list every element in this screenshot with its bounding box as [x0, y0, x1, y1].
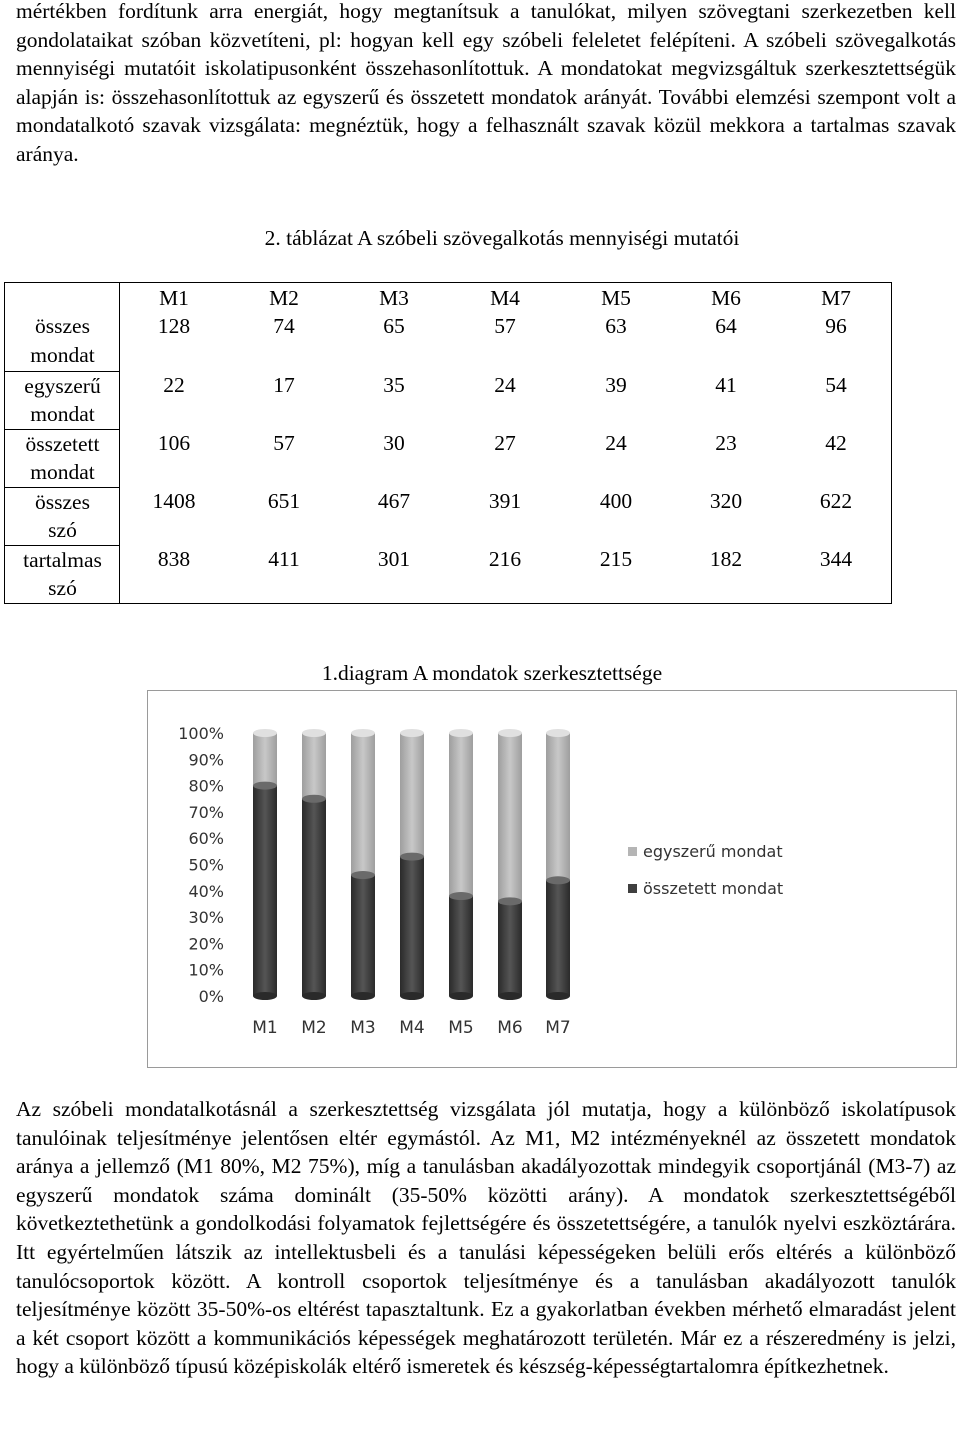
y-tick-label: 100% [178, 724, 224, 743]
x-tick-label: M6 [497, 1018, 523, 1038]
table-cell: 64 [715, 314, 737, 338]
bar-segment-top [400, 853, 424, 861]
stacked-bar-chart [148, 691, 956, 1067]
table-cell: 35 [383, 373, 405, 397]
bar-base [253, 992, 277, 1000]
bar-base [449, 992, 473, 1000]
y-tick-label: 0% [198, 987, 224, 1006]
table-cell: 838 [157, 547, 191, 571]
bar-osszetett-mondat [449, 896, 473, 996]
bar-osszetett-mondat [351, 875, 375, 996]
y-tick-label: 80% [188, 776, 224, 796]
table-cell: 54 [825, 373, 847, 397]
bar-base [351, 992, 375, 1000]
table-cell: 216 [488, 547, 522, 571]
table-cell: 41 [715, 373, 737, 397]
bar-osszetett-mondat [400, 857, 424, 996]
bar-base [498, 992, 522, 1000]
chart-frame [147, 690, 957, 1068]
table-cell: 24 [494, 373, 516, 397]
y-tick-label: 40% [188, 881, 224, 901]
y-tick-label: 70% [188, 802, 224, 822]
table-cell: 30 [383, 431, 405, 455]
row-label: szó [48, 576, 77, 600]
table-cell: 65 [383, 314, 405, 338]
table-cell: 344 [819, 547, 853, 571]
row-label-column [5, 283, 120, 603]
x-tick-label: M4 [399, 1018, 425, 1038]
legend-label: összetett mondat [643, 879, 784, 898]
intro-paragraph: mértékben fordítunk arra energiát, hogy megtanítsuk a tanulókat, milyen szövegtani szerkezetben kell gondolataikat szóban közvetíteni, pl: hogyan kell egy szóbeli feleletet felépíteni. A szóbeli szövegalkotás mennyiségi mutatóit iskolatipusonként összehasonlítottuk. A mondatokat megvizsgáltuk szerkesztettségük alapján is: összehasonlítottuk az egyszerű és összetett mondatok arányát. További elemzési szempont volt a mondatalkotó szavak vizsgálata: megnéztük, hogy a felhasznált szavak közül mekkora a tartalmas szavak aránya. [16, 0, 956, 166]
table-cell: 96 [825, 314, 847, 338]
table-cell: 27 [494, 431, 516, 455]
bar-osszetett-mondat [302, 799, 326, 996]
bar-segment-top [253, 782, 277, 790]
y-tick-label: 10% [188, 960, 224, 980]
bar-cap [302, 729, 326, 737]
bar-segment-top [449, 892, 473, 900]
legend-swatch [628, 884, 637, 893]
chart-caption: 1.diagram A mondatok szerkesztettsége [321, 661, 663, 685]
bar-cap [449, 729, 473, 737]
bar-osszetett-mondat [253, 786, 277, 996]
bar-segment-top [498, 897, 522, 905]
table-cell: 301 [377, 547, 411, 571]
conclusion-paragraph: Az szóbeli mondatalkotásnál a szerkesztettség vizsgálata jól mutatja, hogy a különböző iskolatípusok tanulóinak teljesítménye jelentősen eltér egymástól. Az M1, M2 intézményeknél az összetett mondatok aránya a jellemző (M1 80%, M2 75%), míg a tanulásban akadályozottak mindegyik csoportjánál (M3-7) az egyszerű mondatok száma dominált (35-50% közötti arány). A mondatok szerkesztettségéből következtethetünk a gondolkodási folyamatok fejlettségére és összetettségére, a tanulók nyelvi eszköztárára. Itt egyértelműen látszik az intellektusbeli és a tanulási képességeken belüli erős eltérés a különböző tanulócsoportok között. A kontroll csoportok teljesítménye és a tanulásban akadályozott tanulók teljesítménye között 35-50%-os eltérést tapasztaltunk. Ez a gyakorlatban években mérhető elmaradást jelent a két csoport között a kommunikációs képességek meghatározott területén. Már ez a részeredmény is jelzi, hogy a különböző típusú középiskolák eltérő ismeretek és készség-képességtartalomra építkezhetnek. [16, 1097, 956, 1379]
column-header-m5: M5 [601, 286, 631, 310]
table-cell: 400 [599, 489, 633, 513]
bar-osszetett-mondat [498, 901, 522, 996]
bar-egyszeru-mondat [449, 733, 473, 896]
column-header-m2: M2 [269, 286, 299, 310]
row-label: mondat [30, 460, 95, 484]
y-tick-label: 90% [188, 750, 224, 770]
table-cell: 63 [605, 314, 627, 338]
table-cell: 411 [268, 547, 300, 571]
bar-egyszeru-mondat [253, 733, 277, 786]
y-tick-label: 50% [188, 855, 224, 875]
bar-cap [546, 729, 570, 737]
table-cell: 467 [377, 489, 411, 513]
table-caption: 2. táblázat A szóbeli szövegalkotás mennyiségi mutatói [264, 226, 740, 250]
table-cell: 39 [605, 373, 627, 397]
row-label: összes [5, 487, 120, 517]
y-tick-label: 20% [188, 934, 224, 954]
y-tick-label: 60% [188, 829, 224, 849]
data-table [4, 282, 892, 604]
bar-egyszeru-mondat [302, 733, 326, 799]
bar-egyszeru-mondat [351, 733, 375, 875]
bar-segment-top [302, 795, 326, 803]
bar-base [546, 992, 570, 1000]
table-cell: 57 [494, 314, 516, 338]
table-cell: 74 [273, 314, 295, 338]
bar-egyszeru-mondat [546, 733, 570, 880]
table-cell: 128 [157, 314, 191, 338]
legend-swatch [628, 847, 637, 856]
bar-cap [400, 729, 424, 737]
bar-cap [253, 729, 277, 737]
x-tick-label: M3 [350, 1018, 376, 1038]
bar-cap [351, 729, 375, 737]
row-label: összetett [5, 429, 120, 459]
row-label: szó [48, 518, 77, 542]
column-header-m4: M4 [490, 286, 520, 310]
table-cell: 24 [605, 431, 627, 455]
table-cell: 320 [709, 489, 743, 513]
table-cell: 57 [273, 431, 295, 455]
table-cell: 17 [273, 373, 295, 397]
x-tick-label: M7 [545, 1018, 571, 1038]
table-cell: 622 [819, 489, 853, 513]
table-cell: 182 [709, 547, 743, 571]
column-header-m3: M3 [379, 286, 409, 310]
row-label: összes [35, 314, 90, 338]
column-header-m7: M7 [821, 286, 851, 310]
bar-egyszeru-mondat [498, 733, 522, 901]
x-tick-label: M2 [301, 1018, 327, 1038]
table-cell: 391 [488, 489, 522, 513]
table-cell: 22 [163, 373, 185, 397]
bar-base [400, 992, 424, 1000]
bar-cap [498, 729, 522, 737]
row-label: mondat [30, 402, 95, 426]
bar-segment-top [546, 876, 570, 884]
column-header-m1: M1 [159, 286, 189, 310]
row-label: tartalmas [5, 545, 120, 575]
bar-segment-top [351, 871, 375, 879]
column-header-m6: M6 [711, 286, 741, 310]
table-cell: 42 [825, 431, 847, 455]
table-cell: 215 [599, 547, 633, 571]
table-cell: 23 [715, 431, 737, 455]
x-tick-label: M1 [252, 1018, 278, 1038]
bar-base [302, 992, 326, 1000]
x-tick-label: M5 [448, 1018, 474, 1038]
row-label: mondat [30, 343, 95, 367]
bar-egyszeru-mondat [400, 733, 424, 857]
bar-osszetett-mondat [546, 880, 570, 996]
table-cell: 651 [267, 489, 301, 513]
legend-label: egyszerű mondat [643, 842, 783, 861]
table-cell: 1408 [152, 489, 196, 513]
table-cell: 106 [157, 431, 191, 455]
y-tick-label: 30% [188, 908, 224, 928]
row-label: egyszerű [5, 371, 120, 401]
